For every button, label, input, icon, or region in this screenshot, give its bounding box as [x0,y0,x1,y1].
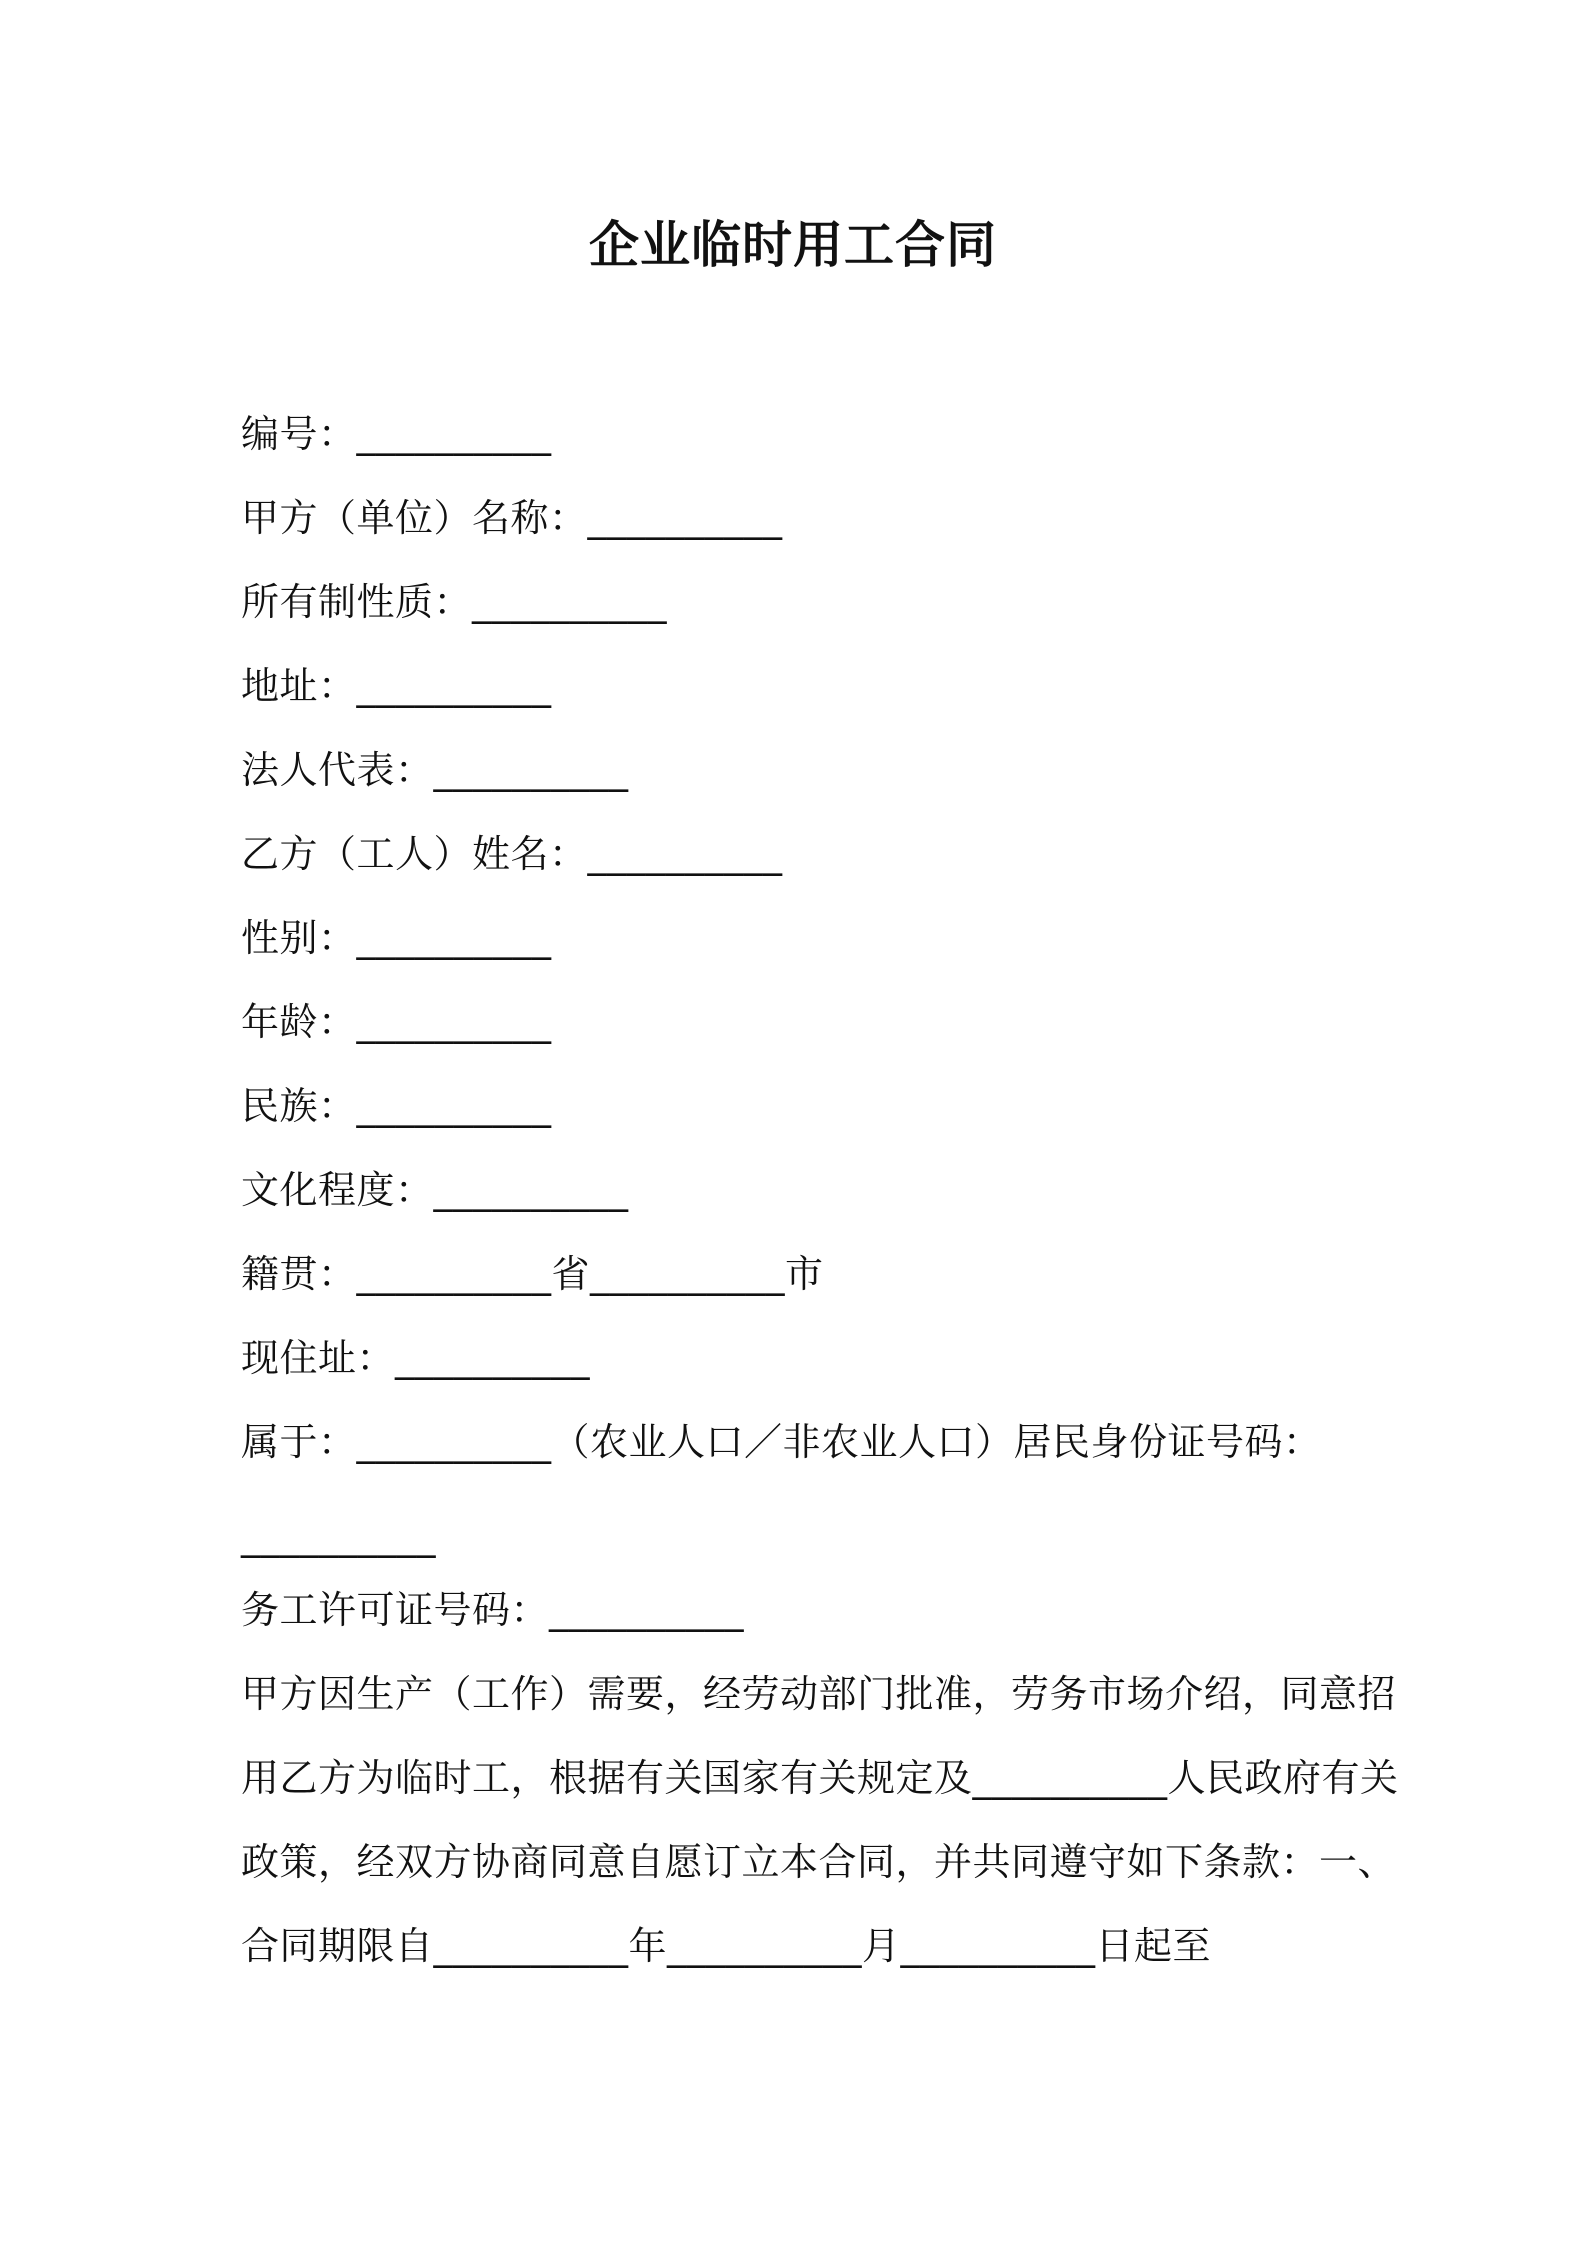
field-age: 年龄：__________ [241,1000,552,1044]
paragraph-line-4: 合同期限自__________年__________月__________日起至 [241,1924,1212,1968]
field-native-place: 籍贯：__________省__________市 [241,1252,824,1296]
field-ethnicity: 民族：__________ [241,1084,552,1128]
field-party-b-name: 乙方（工人）姓名：__________ [241,832,783,876]
field-party-a-name: 甲方（单位）名称：__________ [241,496,783,540]
field-household-type-id: 属于：__________（农业人口／非农业人口）居民身份证号码： [241,1420,1322,1464]
paragraph-line-2: 用乙方为临时工，根据有关国家有关规定及__________人民政府有关 [241,1756,1399,1800]
field-legal-representative: 法人代表：__________ [241,748,629,792]
paragraph-line-1: 甲方因生产（工作）需要，经劳动部门批准，劳务市场介绍，同意招 [241,1672,1397,1716]
field-id-number-blank: __________ [241,1514,436,1558]
field-address: 地址：__________ [241,664,552,708]
document-title: 企业临时用工合同 [589,216,997,274]
paragraph-line-3: 政策，经双方协商同意自愿订立本合同，并共同遵守如下条款：一、 [241,1840,1397,1884]
field-gender: 性别：__________ [241,916,552,960]
field-ownership-type: 所有制性质：__________ [241,580,668,624]
field-contract-number: 编号：__________ [241,412,552,456]
field-education: 文化程度：__________ [241,1168,629,1212]
field-current-address: 现住址：__________ [241,1336,591,1380]
field-work-permit-number: 务工许可证号码：__________ [241,1588,745,1632]
